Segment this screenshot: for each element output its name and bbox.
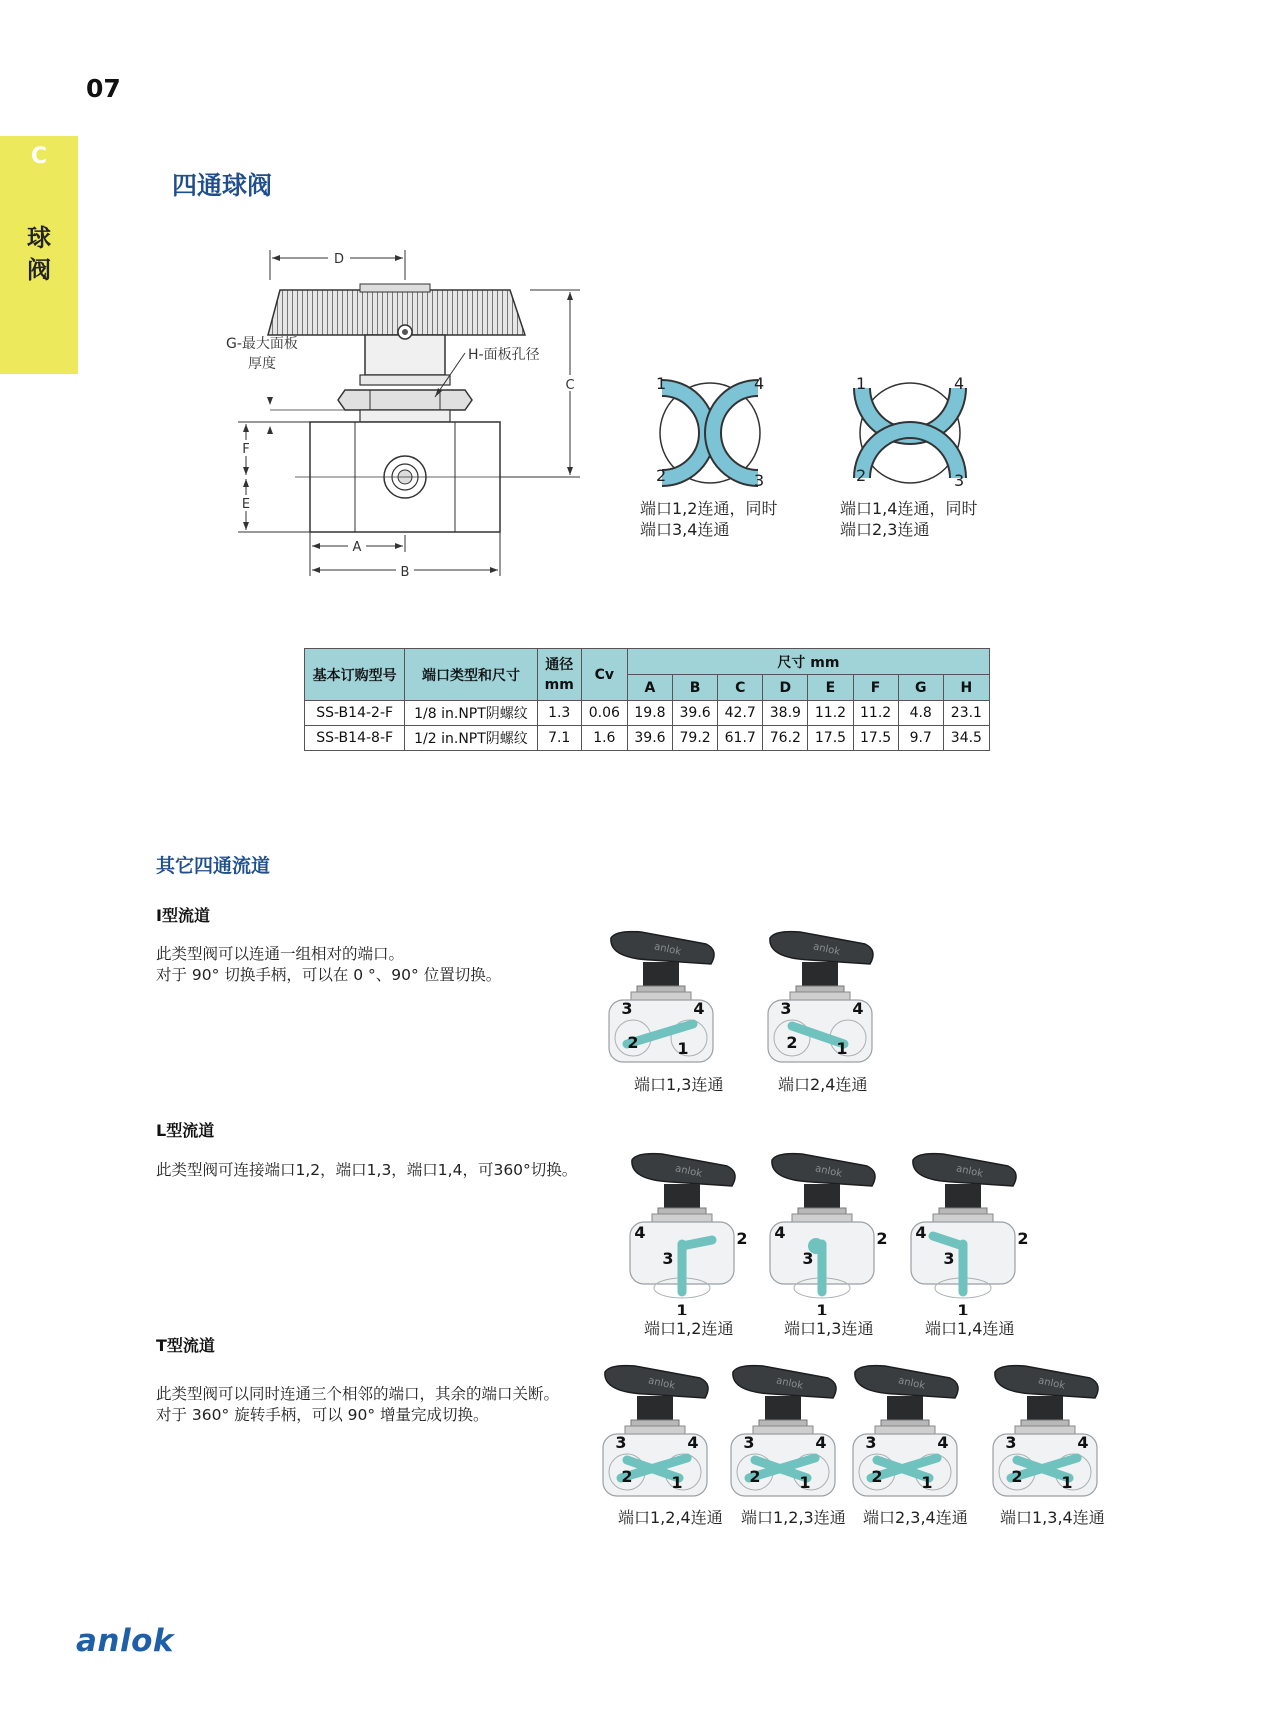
nut-shape bbox=[790, 992, 850, 1000]
nut-shape bbox=[933, 1214, 993, 1222]
flow-diagram-2 bbox=[840, 370, 980, 500]
port-1-label: 1 bbox=[836, 1039, 848, 1058]
nut-shape bbox=[753, 1426, 813, 1434]
caption-i-2: 端口2,4连通 bbox=[778, 1075, 868, 1094]
header-dim-c: C bbox=[718, 675, 763, 701]
port-3-label: 3 bbox=[1005, 1433, 1017, 1452]
handle-brand-text: anlok bbox=[653, 941, 682, 958]
port-3-label: 3 bbox=[743, 1433, 755, 1452]
header-dim-d: D bbox=[763, 675, 808, 701]
flow-caption-2 bbox=[840, 498, 977, 540]
stem-shape bbox=[1027, 1396, 1063, 1422]
caption-t-4: 端口1,3,4连通 bbox=[1000, 1508, 1105, 1527]
cell-dim-f: 17.5 bbox=[853, 726, 898, 751]
valve-illustration-5 bbox=[893, 1140, 1033, 1315]
caption-t-2: 端口1,2,3连通 bbox=[741, 1508, 846, 1527]
side-tab-title bbox=[0, 222, 78, 286]
flow1-port-3: 3 bbox=[754, 471, 765, 490]
valve-illustration-9 bbox=[990, 1352, 1100, 1502]
spec-table bbox=[304, 648, 990, 751]
desc-i-type bbox=[156, 944, 501, 986]
handle-brand-text: anlok bbox=[897, 1375, 926, 1392]
nut-shape bbox=[625, 1426, 685, 1434]
flow2-port-3: 3 bbox=[954, 471, 965, 490]
cell-dim-b: 39.6 bbox=[673, 701, 718, 726]
stem-shape bbox=[664, 1184, 700, 1210]
stem-shape bbox=[765, 1396, 801, 1422]
port-1-label: 1 bbox=[677, 1039, 689, 1058]
stem-shape bbox=[804, 1184, 840, 1210]
port-4-label: 4 bbox=[815, 1433, 827, 1452]
port-3-label: 3 bbox=[662, 1249, 674, 1268]
flow2-port-2: 2 bbox=[856, 466, 867, 485]
handle-brand-text: anlok bbox=[1037, 1375, 1066, 1392]
port-1-label: 1 bbox=[671, 1473, 683, 1492]
cell-dim-e: 17.5 bbox=[808, 726, 853, 751]
flow1-port-4: 4 bbox=[754, 374, 765, 393]
caption-t-3: 端口2,3,4连通 bbox=[863, 1508, 968, 1527]
port-4-label: 4 bbox=[634, 1223, 646, 1242]
port-3-label: 3 bbox=[621, 999, 633, 1018]
brand-logo: anlok bbox=[76, 1623, 175, 1659]
cell-port: 1/8 in.NPT阴螺纹 bbox=[405, 701, 537, 726]
header-model: 基本订购型号 bbox=[305, 649, 405, 701]
cell-dim-g: 9.7 bbox=[898, 726, 943, 751]
dim-label-c: C bbox=[565, 378, 575, 393]
desc-l-type bbox=[156, 1160, 577, 1181]
table-row bbox=[305, 701, 990, 726]
dim-label-a: A bbox=[352, 540, 362, 555]
cell-dim-h: 34.5 bbox=[943, 726, 989, 751]
stem-shape bbox=[945, 1184, 981, 1210]
caption-t-1: 端口1,2,4连通 bbox=[618, 1508, 723, 1527]
nut-shape bbox=[631, 992, 691, 1000]
subtitle-t-type: T型流道 bbox=[156, 1336, 215, 1355]
stem-shape bbox=[802, 962, 838, 988]
desc-l-type-line1: 此类型阀可连接端口1,2，端口1,3，端口1,4，可360°切换。 bbox=[156, 1161, 578, 1179]
nut-shape bbox=[652, 1214, 712, 1222]
port-3-label: 3 bbox=[802, 1249, 814, 1268]
cell-dim-b: 79.2 bbox=[673, 726, 718, 751]
caption-l-2: 端口1,3连通 bbox=[784, 1319, 874, 1338]
valve-illustration-3 bbox=[612, 1140, 752, 1315]
side-tab-title-line1: 球 bbox=[27, 224, 51, 252]
flow1-port-1: 1 bbox=[656, 374, 667, 393]
header-bore-line2: mm bbox=[544, 676, 574, 693]
flow2-caption-line2: 端口2,3连通 bbox=[840, 520, 930, 539]
port-3-label: 3 bbox=[615, 1433, 627, 1452]
header-dims: 尺寸 mm bbox=[627, 649, 989, 675]
port-1-label: 1 bbox=[1061, 1473, 1073, 1492]
cell-dim-a: 19.8 bbox=[627, 701, 672, 726]
port-1-label: 1 bbox=[676, 1301, 688, 1315]
dim-label-g-line1: G-最大面板 bbox=[226, 336, 298, 352]
side-tab-letter: C bbox=[30, 144, 48, 169]
flow2-port-4: 4 bbox=[954, 374, 965, 393]
port-2-label: 2 bbox=[736, 1229, 748, 1248]
dim-label-g bbox=[226, 334, 298, 374]
cell-dim-c: 61.7 bbox=[718, 726, 763, 751]
port-4-label: 4 bbox=[693, 999, 705, 1018]
port-2-label: 2 bbox=[627, 1033, 639, 1052]
port-1-label: 1 bbox=[957, 1301, 969, 1315]
caption-i-1: 端口1,3连通 bbox=[634, 1075, 724, 1094]
page-number: 07 bbox=[86, 74, 121, 103]
desc-i-type-line2: 对于 90° 切换手柄，可以在 0 °、90° 位置切换。 bbox=[156, 966, 502, 984]
dim-label-d: D bbox=[333, 252, 345, 267]
flow2-caption-line1: 端口1,4连通，同时 bbox=[840, 499, 978, 518]
port-2-label: 2 bbox=[621, 1467, 633, 1486]
cell-dim-c: 42.7 bbox=[718, 701, 763, 726]
flow-pipe bbox=[682, 1240, 712, 1246]
handle-brand-text: anlok bbox=[955, 1163, 984, 1180]
port-1-label: 1 bbox=[816, 1301, 828, 1315]
port-4-label: 4 bbox=[1077, 1433, 1089, 1452]
valve-illustration-8 bbox=[850, 1352, 960, 1502]
port-3-label: 3 bbox=[865, 1433, 877, 1452]
table-row bbox=[305, 726, 990, 751]
header-dim-g: G bbox=[898, 675, 943, 701]
stem-shape bbox=[643, 962, 679, 988]
port-4-label: 4 bbox=[915, 1223, 927, 1242]
stem-shape bbox=[887, 1396, 923, 1422]
dim-label-b: B bbox=[400, 565, 410, 580]
dimension-drawing bbox=[210, 240, 610, 590]
cell-cv: 0.06 bbox=[581, 701, 627, 726]
caption-l-1: 端口1,2连通 bbox=[644, 1319, 734, 1338]
nut-shape bbox=[875, 1426, 935, 1434]
flow1-caption-line2: 端口3,4连通 bbox=[640, 520, 730, 539]
valve-illustration-7 bbox=[728, 1352, 838, 1502]
valve-illustration-6 bbox=[600, 1352, 710, 1502]
header-dim-b: B bbox=[673, 675, 718, 701]
cell-dim-f: 11.2 bbox=[853, 701, 898, 726]
handle-brand-text: anlok bbox=[647, 1375, 676, 1392]
dim-label-g-line2: 厚度 bbox=[247, 356, 276, 372]
page-title: 四通球阀 bbox=[172, 171, 273, 200]
desc-t-type bbox=[156, 1384, 559, 1426]
port-3-label: 3 bbox=[780, 999, 792, 1018]
cell-dim-e: 11.2 bbox=[808, 701, 853, 726]
cell-model: SS-B14-2-F bbox=[305, 701, 405, 726]
port-2-label: 2 bbox=[1017, 1229, 1029, 1248]
flow2-port-1: 1 bbox=[856, 374, 867, 393]
port-2-label: 2 bbox=[749, 1467, 761, 1486]
stem-shape bbox=[637, 1396, 673, 1422]
header-dim-a: A bbox=[627, 675, 672, 701]
subtitle-i-type: I型流道 bbox=[156, 906, 210, 925]
valve-illustration-2 bbox=[765, 918, 875, 1068]
valve-illustration-1 bbox=[606, 918, 716, 1068]
header-dim-h: H bbox=[943, 675, 989, 701]
cell-dim-d: 76.2 bbox=[763, 726, 808, 751]
header-port: 端口类型和尺寸 bbox=[405, 649, 537, 701]
port-2-label: 2 bbox=[876, 1229, 888, 1248]
dim-label-f: F bbox=[242, 442, 250, 457]
valve-illustration-4 bbox=[752, 1140, 892, 1315]
desc-i-type-line1: 此类型阀可以连通一组相对的端口。 bbox=[156, 945, 405, 963]
cell-model: SS-B14-8-F bbox=[305, 726, 405, 751]
desc-t-type-line1: 此类型阀可以同时连通三个相邻的端口，其余的端口关断。 bbox=[156, 1385, 560, 1403]
header-dim-f: F bbox=[853, 675, 898, 701]
flow-diagram-1 bbox=[640, 370, 780, 500]
desc-t-type-line2: 对于 360° 旋转手柄，可以 90° 增量完成切换。 bbox=[156, 1406, 489, 1424]
flow1-port-2: 2 bbox=[656, 466, 667, 485]
port-4-label: 4 bbox=[687, 1433, 699, 1452]
port-4-label: 4 bbox=[774, 1223, 786, 1242]
handle-brand-text: anlok bbox=[812, 941, 841, 958]
flow-caption-1 bbox=[640, 498, 777, 540]
nut-shape bbox=[1015, 1426, 1075, 1434]
handle-brand-text: anlok bbox=[775, 1375, 804, 1392]
cell-dim-g: 4.8 bbox=[898, 701, 943, 726]
handle-brand-text: anlok bbox=[814, 1163, 843, 1180]
cell-dim-a: 39.6 bbox=[627, 726, 672, 751]
port-1-label: 1 bbox=[921, 1473, 933, 1492]
subtitle-l-type: L型流道 bbox=[156, 1121, 215, 1140]
header-cv: Cv bbox=[581, 649, 627, 701]
port-4-label: 4 bbox=[937, 1433, 949, 1452]
section-title-other-flows: 其它四通流道 bbox=[156, 855, 271, 877]
dim-label-h: H-面板孔径 bbox=[468, 347, 540, 363]
port-2-label: 2 bbox=[1011, 1467, 1023, 1486]
cell-cv: 1.6 bbox=[581, 726, 627, 751]
port-2-label: 2 bbox=[786, 1033, 798, 1052]
flow1-caption-line1: 端口1,2连通，同时 bbox=[640, 499, 778, 518]
cell-port: 1/2 in.NPT阴螺纹 bbox=[405, 726, 537, 751]
cell-dim-d: 38.9 bbox=[763, 701, 808, 726]
cell-bore: 7.1 bbox=[537, 726, 581, 751]
header-bore bbox=[537, 649, 581, 701]
header-dim-e: E bbox=[808, 675, 853, 701]
caption-l-3: 端口1,4连通 bbox=[925, 1319, 1015, 1338]
side-tab-title-line2: 阀 bbox=[27, 256, 51, 284]
header-bore-line1: 通径 bbox=[545, 656, 574, 673]
handle-brand-text: anlok bbox=[674, 1163, 703, 1180]
dim-label-e: E bbox=[241, 497, 251, 512]
port-4-label: 4 bbox=[852, 999, 864, 1018]
port-2-label: 2 bbox=[871, 1467, 883, 1486]
port-1-label: 1 bbox=[799, 1473, 811, 1492]
cell-bore: 1.3 bbox=[537, 701, 581, 726]
nut-shape bbox=[792, 1214, 852, 1222]
cell-dim-h: 23.1 bbox=[943, 701, 989, 726]
port-3-label: 3 bbox=[943, 1249, 955, 1268]
